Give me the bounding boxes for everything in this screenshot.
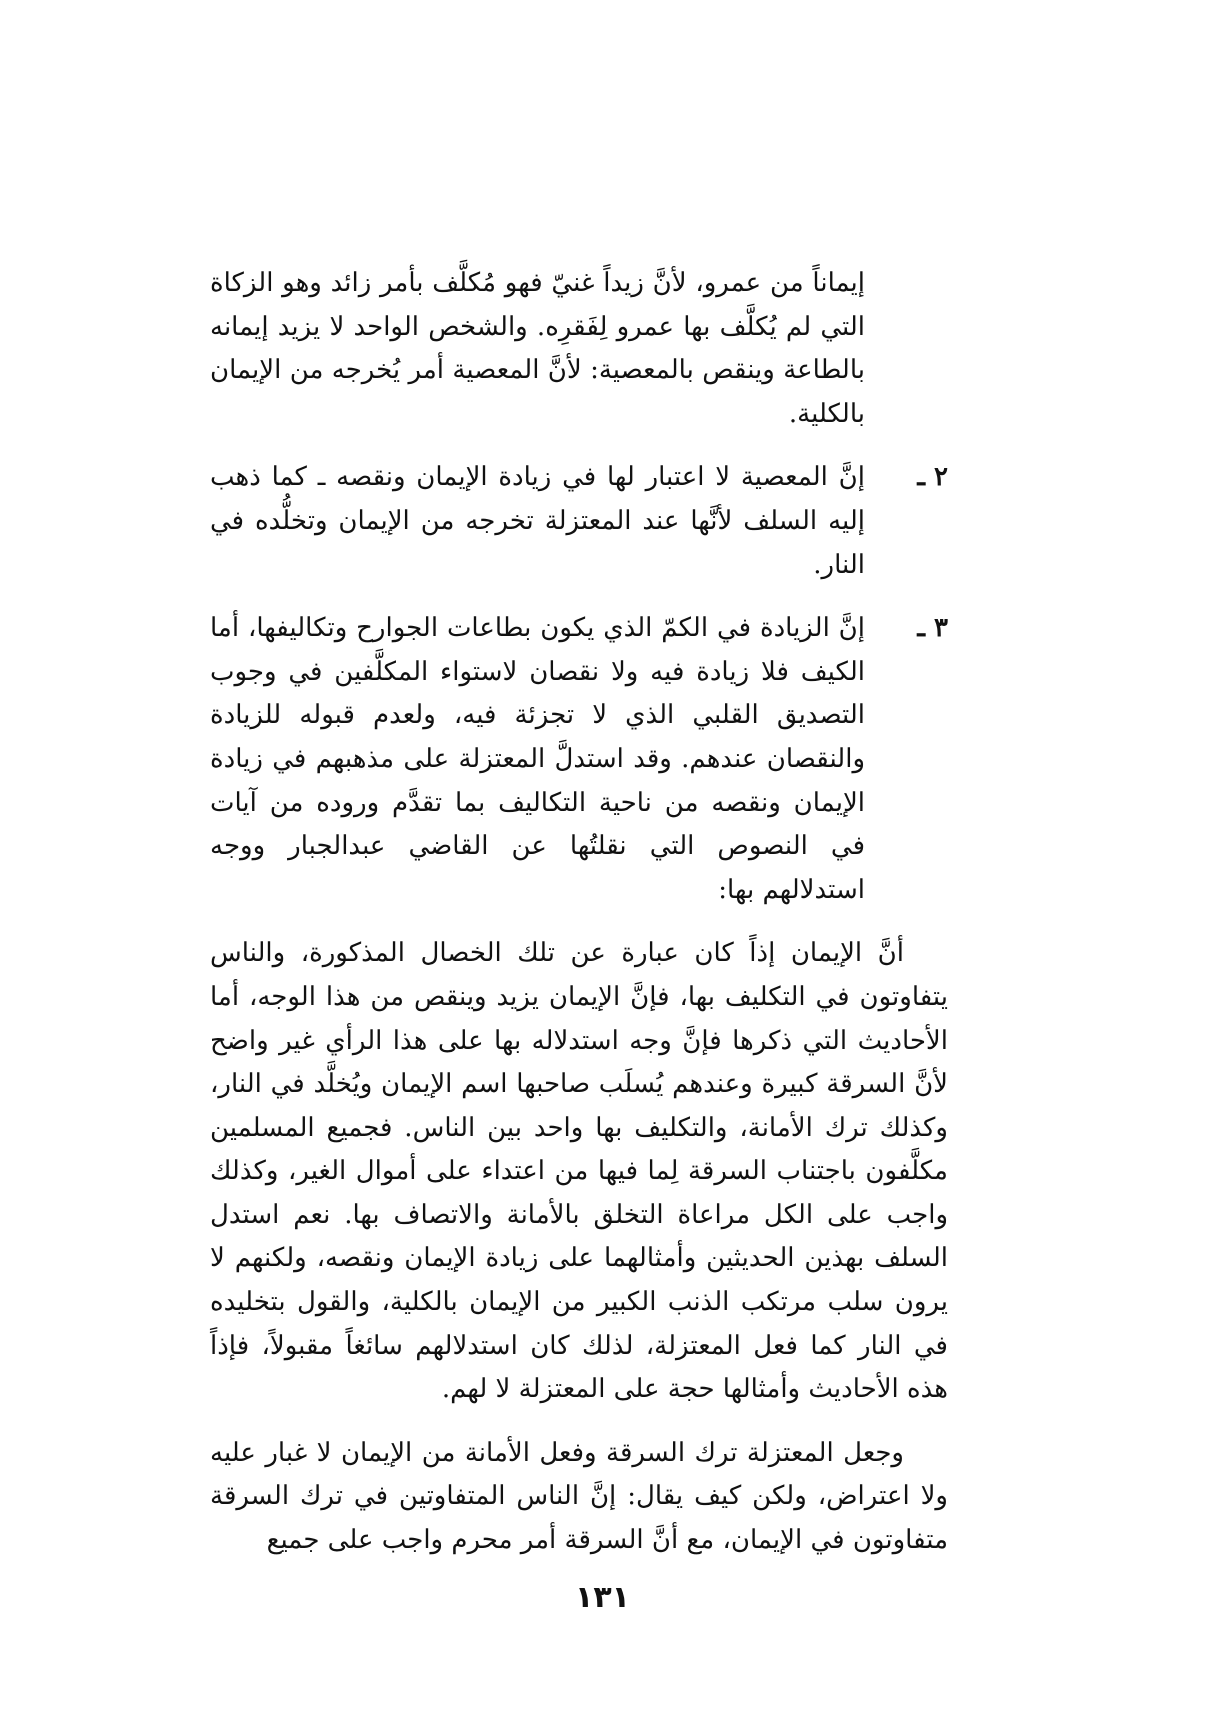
- list-item-text: إنَّ المعصية لا اعتبار لها في زيادة الإيمان ونقصه ـ كما ذهب إليه السلف لأنَّها عند المعتزلة تخرجه من الإيمان وتخلُّده في النار.: [210, 462, 865, 580]
- list-item-number: ٣ ـ: [917, 613, 948, 644]
- page-body: [210, 262, 948, 1563]
- body-paragraph: أنَّ الإيمان إذاً كان عبارة عن تلك الخصال المذكورة، والناس يتفاوتون في التكليف بها، فإنَّ الإيمان يزيد وينقص من هذا الوجه، أما الأحاديث التي ذكرها فإنَّ وجه استدلاله بها على هذا الرأي غير واضح لأنَّ السرقة كبيرة وعندهم يُسلَب صاحبها اسم الإيمان ويُخلَّد في النار، وكذلك ترك الأمانة، والتكليف بها واحد بين الناس. فجميع المسلمين مكلَّفون باجتناب السرقة لِما فيها من اعتداء على أموال الغير، وكذلك واجب على الكل مراعاة التخلق بالأمانة والاتصاف بها. نعم استدل السلف بهذين الحديثين وأمثالهما على زيادة الإيمان ونقصه، ولكنهم لا يرون سلب مرتكب الذنب الكبير من الإيمان بالكلية، والقول بتخليده في النار كما فعل المعتزلة، لذلك كان استدلالهم سائغاً مقبولاً، فإذاً هذه الأحاديث وأمثالها حجة على المعتزلة لا لهم.: [210, 938, 948, 1405]
- continuation-paragraph: إيماناً من عمرو، لأنَّ زيداً غنيّ فهو مُكلَّف بأمر زائد وهو الزكاة التي لم يُكلَّف بها عمرو لِفَقرِه. والشخص الواحد لا يزيد إيمانه بالطاعة وينقص بالمعصية: لأنَّ المعصية أمر يُخرجه من الإيمان بالكلية.: [210, 268, 865, 429]
- body-paragraph: وجعل المعتزلة ترك السرقة وفعل الأمانة من الإيمان لا غبار عليه ولا اعتراض، ولكن كيف يقال: إنَّ الناس المتفاوتين في ترك السرقة متفاوتون في الإيمان، مع أنَّ السرقة أمر محرم واجب على جميع: [210, 1437, 948, 1556]
- list-item-2: [210, 456, 948, 587]
- list-item-3: [210, 607, 948, 912]
- page-number: ١٣١: [575, 1580, 630, 1615]
- list-item-text: إنَّ الزيادة في الكمّ الذي يكون بطاعات الجوارح وتكاليفها، أما الكيف فلا زيادة فيه ولا نقصان لاستواء المكلَّفين في وجوب التصديق القلبي الذي لا تجزئة فيه، ولعدم قبوله للزيادة والنقصان عندهم. وقد استدلَّ المعتزلة على مذهبهم في زيادة الإيمان ونقصه من ناحية التكاليف بما تقدَّم وروده من آيات في النصوص التي نقلتُها عن القاضي عبدالجبار ووجه استدلالهم بها:: [210, 613, 865, 905]
- list-item-number: ٢ ـ: [917, 462, 948, 493]
